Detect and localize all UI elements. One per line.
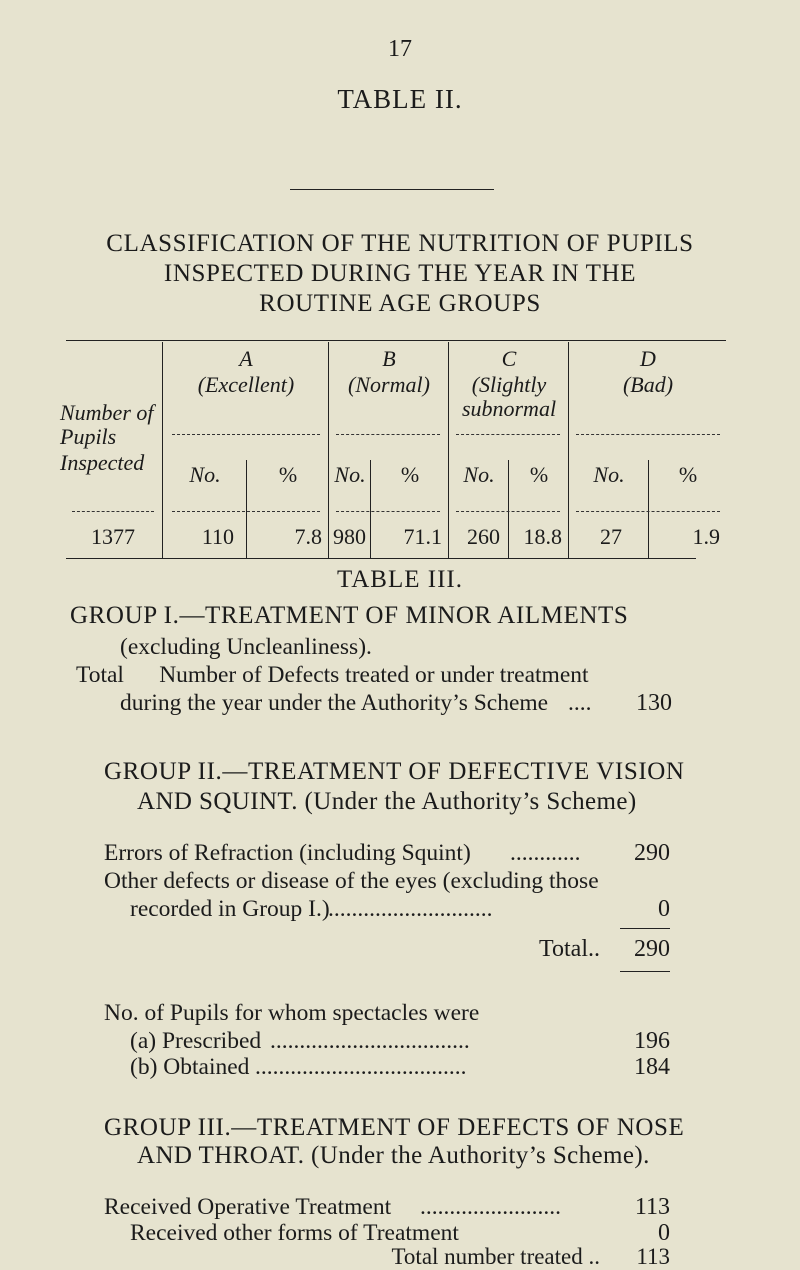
table-ii-heading-line-1: CLASSIFICATION OF THE NUTRITION OF PUPILS <box>106 230 694 257</box>
group-c-letter: C <box>501 346 517 371</box>
group-iii-total-label: Total number treated .. <box>391 1244 600 1269</box>
other-defects-line-2: recorded in Group I.) <box>130 896 330 922</box>
leader-dots: .................................... <box>255 1054 467 1080</box>
subheader-percent: % <box>529 462 549 487</box>
a-pct: 7.8 <box>294 524 322 549</box>
column-divider <box>162 342 163 558</box>
group-d-letter: D <box>640 346 656 371</box>
column-divider <box>508 460 509 558</box>
leader-dots: .... <box>568 690 592 716</box>
group-ii-heading-1: GROUP II.—TREATMENT OF DEFECTIVE VISION <box>104 758 685 785</box>
row-separator <box>72 511 154 512</box>
group-iii-heading-2: AND THROAT. (Under the Authority’s Scheme). <box>137 1142 650 1169</box>
group-ii-heading-2: AND SQUINT. (Under the Authority’s Scheme) <box>137 788 637 815</box>
group-i-line-2: Total Number of Defects treated or under treatment <box>76 662 589 688</box>
group-a-letter: A <box>239 346 253 371</box>
leader-dots: ............................ <box>328 896 493 922</box>
group-i-heading: GROUP I.—TREATMENT OF MINOR AILMENTS <box>70 602 629 629</box>
group-c-label-line-2: subnormal <box>461 396 557 421</box>
column-divider <box>448 342 449 558</box>
other-defects-line-1: Other defects or disease of the eyes (excluding those <box>104 868 599 894</box>
obtained-value: 184 <box>634 1054 670 1080</box>
row-separator <box>336 511 440 512</box>
table-iii-title: TABLE III. <box>336 566 463 593</box>
c-no: 260 <box>467 524 500 549</box>
sum-rule <box>620 928 670 929</box>
group-iii-heading-1: GROUP III.—TREATMENT OF DEFECTS OF NOSE <box>104 1114 685 1141</box>
inspected-count: 1377 <box>91 524 135 549</box>
row-header-line-2: Pupils <box>60 424 117 449</box>
group-i-total: 130 <box>636 690 672 716</box>
leader-dots: .................................. <box>270 1028 470 1054</box>
obtained-label: (b) Obtained <box>130 1054 250 1080</box>
table-top-rule <box>66 340 726 341</box>
group-a-label: (Excellent) <box>197 372 295 397</box>
b-no: 980 <box>333 524 366 549</box>
other-defects-value: 0 <box>658 896 670 922</box>
header-separator <box>172 434 320 435</box>
subheader-percent: % <box>400 462 420 487</box>
title-divider <box>290 189 494 190</box>
leader-dots: ........................ <box>420 1194 561 1220</box>
table-ii-heading-line-2: INSPECTED DURING THE YEAR IN THE <box>163 260 637 287</box>
refraction-value: 290 <box>634 840 670 866</box>
other-treatment-label: Received other forms of Treatment <box>130 1220 459 1246</box>
leader-dots: ............ <box>510 840 581 866</box>
column-divider <box>246 460 247 558</box>
subheader-no: No. <box>189 462 221 487</box>
header-separator <box>336 434 440 435</box>
table-ii-title: TABLE II. <box>337 84 463 114</box>
a-no: 110 <box>201 524 234 549</box>
subheader-percent: % <box>278 462 298 487</box>
table-bottom-rule <box>66 558 696 559</box>
subheader-no: No. <box>463 462 495 487</box>
subheader-no: No. <box>593 462 625 487</box>
refraction-label: Errors of Refraction (including Squint) <box>104 840 471 866</box>
table-ii-heading-line-3: ROUTINE AGE GROUPS <box>259 290 541 317</box>
spectacles-heading: No. of Pupils for whom spectacles were <box>104 1000 480 1026</box>
group-ii-total-label: Total.. <box>539 936 600 962</box>
page-number: 17 <box>388 36 412 62</box>
group-i-line-3: during the year under the Authority’s Scheme <box>120 690 549 716</box>
prescribed-label: (a) Prescribed <box>130 1028 262 1054</box>
row-separator <box>456 511 560 512</box>
column-divider <box>370 460 371 558</box>
column-divider <box>568 342 569 558</box>
header-separator <box>576 434 720 435</box>
group-c-label-line-1: (Slightly <box>471 372 547 397</box>
row-header-line-3: Inspected <box>60 450 145 475</box>
group-b-letter: B <box>382 346 396 371</box>
column-divider <box>648 460 649 558</box>
other-treatment-value: 0 <box>658 1220 670 1246</box>
sum-rule <box>620 971 670 972</box>
group-d-label: (Bad) <box>622 372 674 397</box>
subheader-percent: % <box>678 462 698 487</box>
operative-label: Received Operative Treatment <box>104 1194 392 1220</box>
subheader-no: No. <box>334 462 366 487</box>
group-i-line-1: (excluding Uncleanliness). <box>120 634 372 660</box>
group-ii-total-value: 290 <box>634 936 670 962</box>
group-iii-total-value: 113 <box>636 1244 670 1269</box>
group-b-label: (Normal) <box>348 372 430 397</box>
b-pct: 71.1 <box>403 524 442 549</box>
column-divider <box>328 342 329 558</box>
header-separator <box>456 434 560 435</box>
operative-value: 113 <box>634 1194 670 1220</box>
prescribed-value: 196 <box>634 1028 670 1054</box>
row-separator <box>576 511 720 512</box>
row-separator <box>172 511 320 512</box>
d-pct: 1.9 <box>692 524 720 549</box>
c-pct: 18.8 <box>523 524 562 549</box>
d-no: 27 <box>600 524 622 549</box>
row-header-line-1: Number of <box>60 400 154 425</box>
